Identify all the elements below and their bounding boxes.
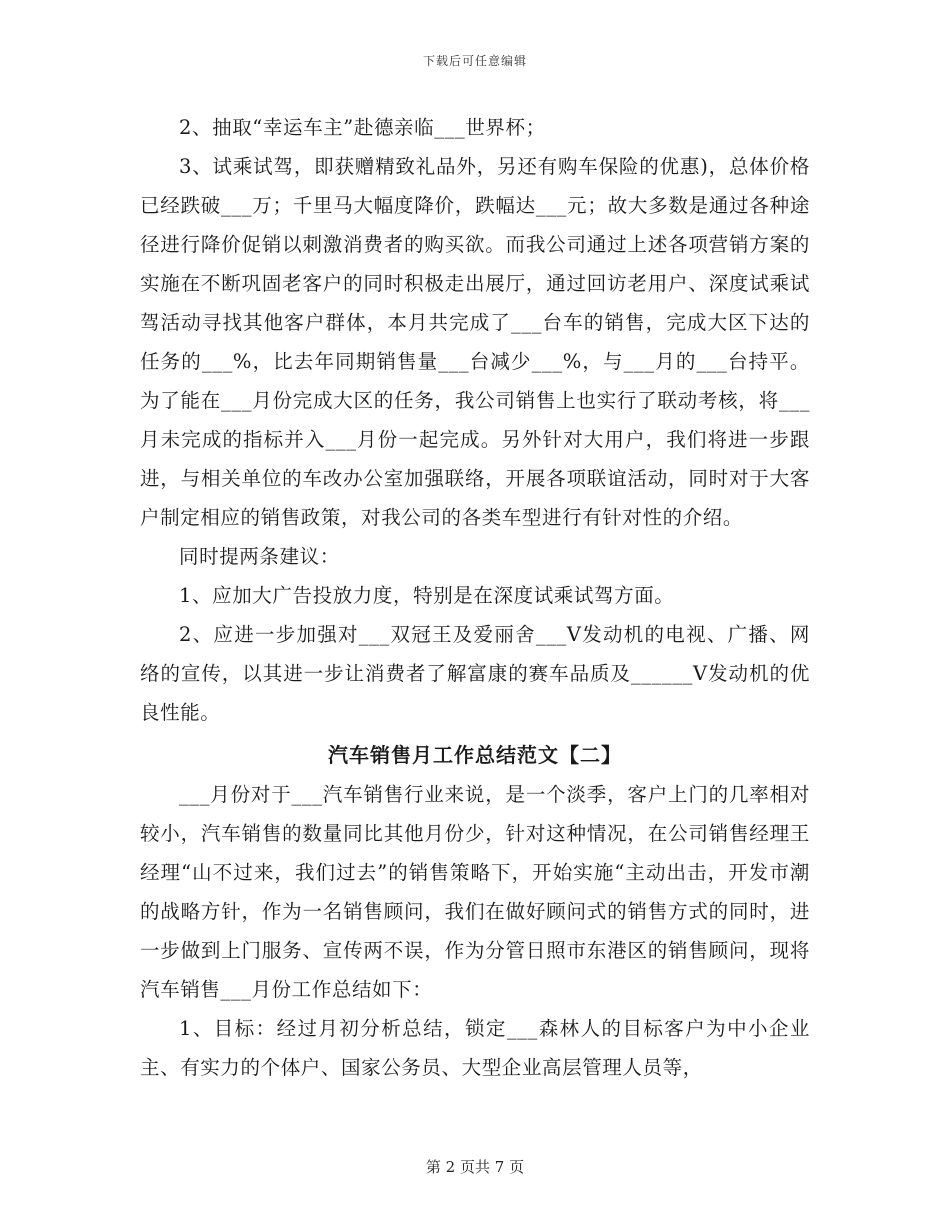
page-header: 下载后可任意编辑	[422, 54, 527, 68]
section-heading: 汽车销售月工作总结范文【二】	[328, 743, 622, 767]
paragraph-target: 1、目标：经过月初分析总结，锁定___森林人的目标客户为中小企业主、有实力的个体户、国家公务员、大型企业高层管理人员等，	[140, 1017, 810, 1079]
paragraph-month-overview: ___月份对于___汽车销售行业来说，是一个淡季，客户上门的几率相对较小，汽车销售的数量同比其他月份少，针对这种情况，在公司销售经理王经理“山不过来，我们过去”的销售策略下，开始实施“主动出击，开发市潮的战略方针，作为一名销售顾问，我们在做好顾问式的销售方式的同时，进一步做到上门服务、宣传两不误，作为分管日照市东港区的销售顾问，现将汽车销售___月份工作总结如下：	[140, 783, 810, 1001]
paragraph-suggestions-intro: 同时提两条建议：	[179, 545, 340, 568]
document-body	[140, 108, 810, 1087]
paragraph-suggestion-1: 1、应加大广告投放力度，特别是在深度试乘试驾方面。	[179, 584, 675, 607]
page-footer: 第 2 页共 7 页	[425, 1158, 525, 1176]
paragraph-lucky-owner: 2、抽取“幸运车主”赴德亲临___世界杯；	[179, 116, 546, 139]
paragraph-suggestion-2: 2、应进一步加强对___双冠王及爱丽舍___V发动机的电视、广播、网络的宣传，以其进一步让消费者了解富康的赛车品质及______V发动机的优良性能。	[140, 623, 810, 724]
paragraph-test-drive-sales: 3、试乘试驾，即获赠精致礼品外，另还有购车保险的优惠)，总体价格已经跌破___万；千里马大幅度降价，跌幅达___元；故大多数是通过各种途径进行降价促销以刺激消费者的购买欲。而我公司通过上述各项营销方案的实施在不断巩固老客户的同时积极走出展厅，通过回访老用户、深度试乘试驾活动寻找其他客户群体，本月共完成了___台车的销售，完成大区下达的任务的___%，比去年同期销售量___台减少___%，与___月的___台持平。为了能在___月份完成大区的任务，我公司销售上也实行了联动考核，将___月未完成的指标并入___月份一起完成。另外针对大用户，我们将进一步跟进，与相关单位的车改办公室加强联络，开展各项联谊活动，同时对于大客户制定相应的销售政策，对我公司的各类车型进行有针对性的介绍。	[140, 155, 810, 529]
